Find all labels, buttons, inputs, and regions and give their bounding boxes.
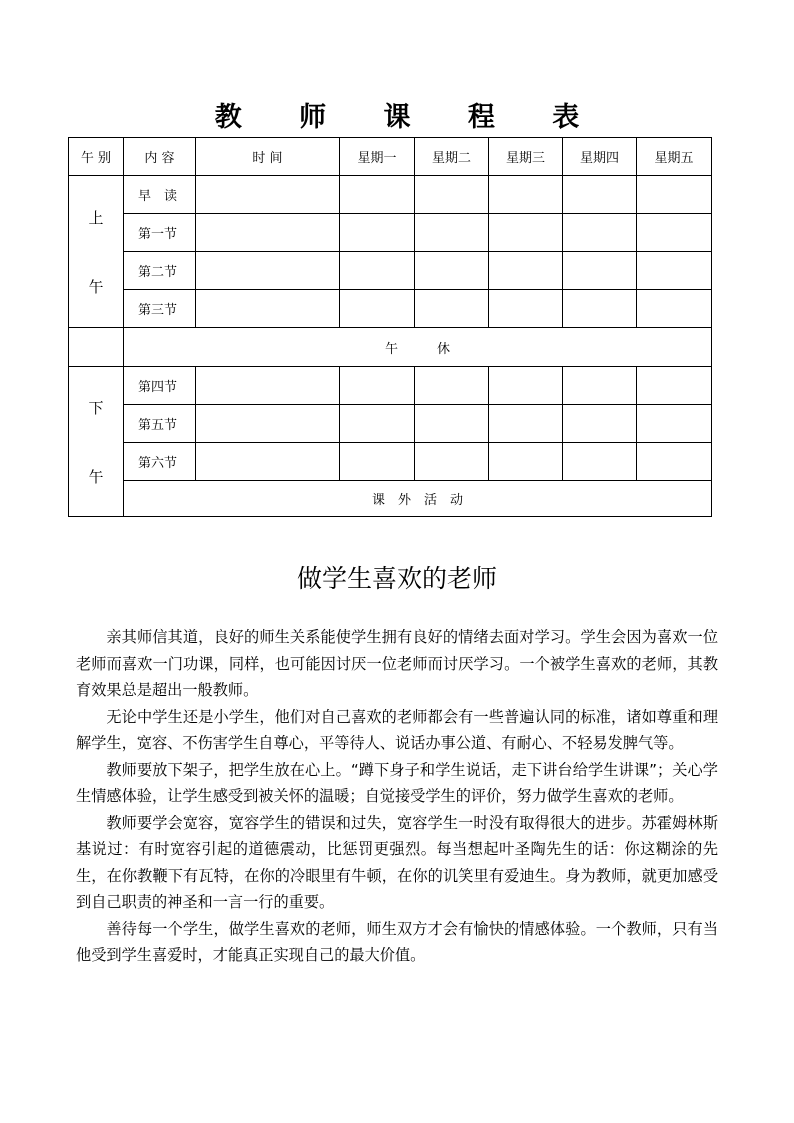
table-row <box>69 252 712 290</box>
row-label-period-4: 第四节 <box>124 367 196 405</box>
header-cell-monday: 星期一 <box>340 138 415 176</box>
schedule-cell <box>196 443 340 481</box>
schedule-cell <box>196 367 340 405</box>
schedule-cell <box>637 367 712 405</box>
row-label-morning-reading: 早 读 <box>124 176 196 214</box>
schedule-cell <box>563 405 637 443</box>
schedule-cell <box>563 367 637 405</box>
schedule-cell <box>637 443 712 481</box>
table-row <box>69 405 712 443</box>
schedule-cell <box>489 443 563 481</box>
morning-label-top: 上 <box>88 208 104 227</box>
schedule-cell <box>415 252 489 290</box>
schedule-cell <box>415 443 489 481</box>
schedule-cell <box>340 214 415 252</box>
extracurricular-activities-cell: 课 外 活 动 <box>124 481 712 517</box>
essay-paragraph: 无论中学生还是小学生，他们对自己喜欢的老师都会有一些普遍认同的标准，诸如尊重和理解学生，宽容、不伤害学生自尊心，平等待人、说话办事公道、有耐心、不轻易发脾气等。 <box>76 707 718 752</box>
schedule-cell <box>563 214 637 252</box>
schedule-cell <box>637 405 712 443</box>
schedule-cell <box>340 176 415 214</box>
afternoon-label-cell <box>69 367 124 517</box>
schedule-cell <box>196 405 340 443</box>
schedule-cell <box>415 214 489 252</box>
teacher-schedule-table <box>68 137 712 517</box>
essay-paragraph: 亲其师信其道，良好的师生关系能使学生拥有良好的情绪去面对学习。学生会因为喜欢一位老师而喜欢一门功课，同样，也可能因讨厌一位老师而讨厌学习。一个被学生喜欢的老师，其教育效果总是超出一般教师。 <box>76 628 718 699</box>
schedule-cell <box>415 176 489 214</box>
header-cell-friday: 星期五 <box>637 138 712 176</box>
header-cell-time: 时 间 <box>196 138 340 176</box>
row-label-period-1: 第一节 <box>124 214 196 252</box>
schedule-cell <box>637 290 712 328</box>
noon-break-row <box>69 328 712 367</box>
afternoon-label-bottom: 午 <box>88 467 104 486</box>
header-cell-tuesday: 星期二 <box>415 138 489 176</box>
schedule-cell <box>489 252 563 290</box>
schedule-cell <box>340 443 415 481</box>
page-title: 教 师 课 程 表 <box>214 102 604 133</box>
schedule-cell <box>415 367 489 405</box>
schedule-cell <box>637 176 712 214</box>
activities-row <box>69 481 712 517</box>
table-row <box>69 214 712 252</box>
schedule-cell <box>196 290 340 328</box>
schedule-cell <box>563 176 637 214</box>
schedule-cell <box>196 252 340 290</box>
table-row <box>69 290 712 328</box>
schedule-cell <box>489 290 563 328</box>
essay-paragraph: 善待每一个学生，做学生喜欢的老师，师生双方才会有愉快的情感体验。一个教师，只有当他受到学生喜爱时，才能真正实现自己的最大价值。 <box>76 919 718 964</box>
schedule-cell <box>415 405 489 443</box>
table-row <box>69 443 712 481</box>
schedule-cell <box>489 214 563 252</box>
schedule-cell <box>563 252 637 290</box>
essay-body <box>76 624 718 969</box>
schedule-cell <box>340 405 415 443</box>
noon-break-cell: 午 休 <box>124 328 712 367</box>
noon-break-empty-cell <box>69 328 124 367</box>
schedule-cell <box>637 214 712 252</box>
afternoon-label-top: 下 <box>88 398 104 417</box>
essay-title: 做学生喜欢的老师 <box>296 564 497 593</box>
schedule-cell <box>415 290 489 328</box>
morning-label-cell <box>69 176 124 328</box>
schedule-cell <box>637 252 712 290</box>
essay-paragraph: 教师要放下架子，把学生放在心上。“蹲下身子和学生说话，走下讲台给学生讲课”；关心学生情感体验，让学生感受到被关怀的温暖；自觉接受学生的评价，努力做学生喜欢的老师。 <box>76 760 718 805</box>
table-row <box>69 176 712 214</box>
table-row <box>69 367 712 405</box>
essay-paragraph: 教师要学会宽容，宽容学生的错误和过失，宽容学生一时没有取得很大的进步。苏霍姆林斯基说过：有时宽容引起的道德震动，比惩罚更强烈。每当想起叶圣陶先生的话：你这糊涂的先生，在你教鞭下有瓦特，在你的冷眼里有牛顿，在你的讥笑里有爱迪生。身为教师，就更加感受到自己职责的神圣和一言一行的重要。 <box>76 813 718 911</box>
morning-label-bottom: 午 <box>88 277 104 296</box>
row-label-period-2: 第二节 <box>124 252 196 290</box>
table-header-row <box>69 138 712 176</box>
schedule-cell <box>340 290 415 328</box>
header-cell-thursday: 星期四 <box>563 138 637 176</box>
row-label-period-5: 第五节 <box>124 405 196 443</box>
schedule-cell <box>196 214 340 252</box>
schedule-cell <box>340 367 415 405</box>
schedule-cell <box>196 176 340 214</box>
schedule-cell <box>563 290 637 328</box>
schedule-cell <box>489 405 563 443</box>
row-label-period-3: 第三节 <box>124 290 196 328</box>
schedule-cell <box>489 367 563 405</box>
header-cell-wednesday: 星期三 <box>489 138 563 176</box>
schedule-cell <box>489 176 563 214</box>
header-cell-period: 午 别 <box>69 138 124 176</box>
row-label-period-6: 第六节 <box>124 443 196 481</box>
schedule-cell <box>340 252 415 290</box>
header-cell-content: 内 容 <box>124 138 196 176</box>
schedule-cell <box>563 443 637 481</box>
